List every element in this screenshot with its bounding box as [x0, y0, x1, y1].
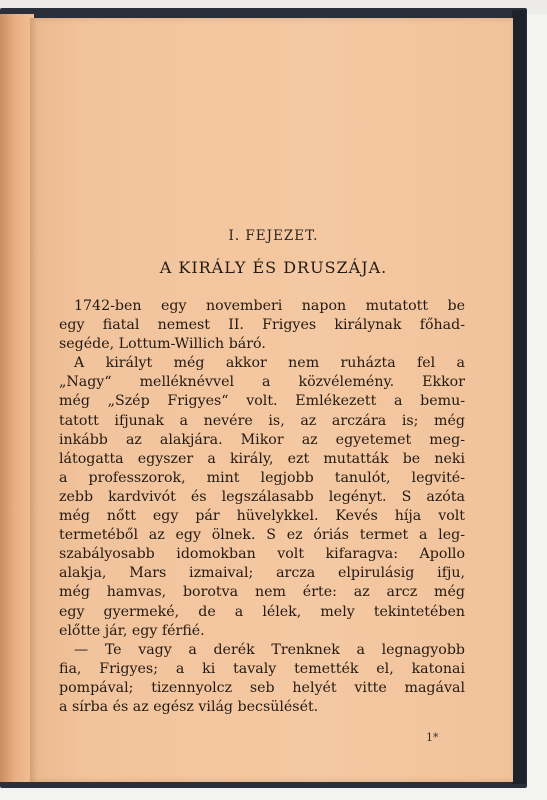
text-line: termetéből az egy ölnek. S ez óriás termet a leg-: [59, 527, 465, 544]
body-text: [59, 297, 465, 717]
text-line: még nőtt egy pár hüvelykkel. Kevés híja volt: [59, 508, 465, 525]
chapter-title: A KIRÁLY ÉS DRUSZÁJA.: [159, 258, 388, 277]
text-line: — Te vagy a derék Trenknek a legnagyobb: [74, 641, 465, 658]
text-line: pompával; tizennyolcz seb helyét vitte magával: [59, 679, 465, 696]
text-line: A királyt még akkor nem ruházta fel a: [74, 355, 465, 372]
text-line: a professzorok, mint legjobb tanulót, legvité-: [59, 469, 465, 486]
text-line: egy gyermeké, de a lélek, mely tekintetében: [59, 603, 465, 620]
text-line: látogatta egyszer a király, ezt mutatták be neki: [59, 450, 465, 467]
text-line: egy fiatal nemest II. Frigyes királynak főhad-: [59, 317, 465, 334]
text-line: inkább az alakjára. Mikor az egyetemet meg-: [59, 431, 465, 448]
text-line: zebb kardvivót és legszálasabb legényt. S azóta: [59, 488, 465, 505]
text-line: segéde, Lottum-Willich báró.: [59, 336, 266, 353]
text-line: alakja, Mars izmaival; arcza elpirulásig ifju,: [59, 565, 465, 582]
text-line: „Nagy“ melléknévvel a közvélemény. Ekkor: [59, 374, 465, 391]
text-line: fia, Frigyes; a ki tavaly temették el, katonai: [59, 660, 465, 677]
text-line: 1742-ben egy novemberi napon mutatott be: [74, 298, 465, 314]
chapter-heading: I. FEJEZET.: [228, 228, 319, 244]
book-cover-edge: [512, 10, 526, 784]
text-line: előtte jár, egy férfié.: [59, 622, 205, 639]
text-line: még hamvas, borotva nem érte: az arcz még: [59, 584, 465, 601]
text-line: tatott ifjunak a nevére is, az arczára is; még: [59, 412, 465, 429]
text-line: szabályosabb idomokban volt kifaragva: Apollo: [59, 546, 465, 563]
page-gutter: [0, 14, 34, 782]
signature-mark: 1*: [426, 731, 439, 744]
text-line: a sírba és az egész világ becsülését.: [59, 698, 319, 715]
text-line: még „Szép Frigyes“ volt. Emlékezett a bemu-: [59, 393, 465, 410]
